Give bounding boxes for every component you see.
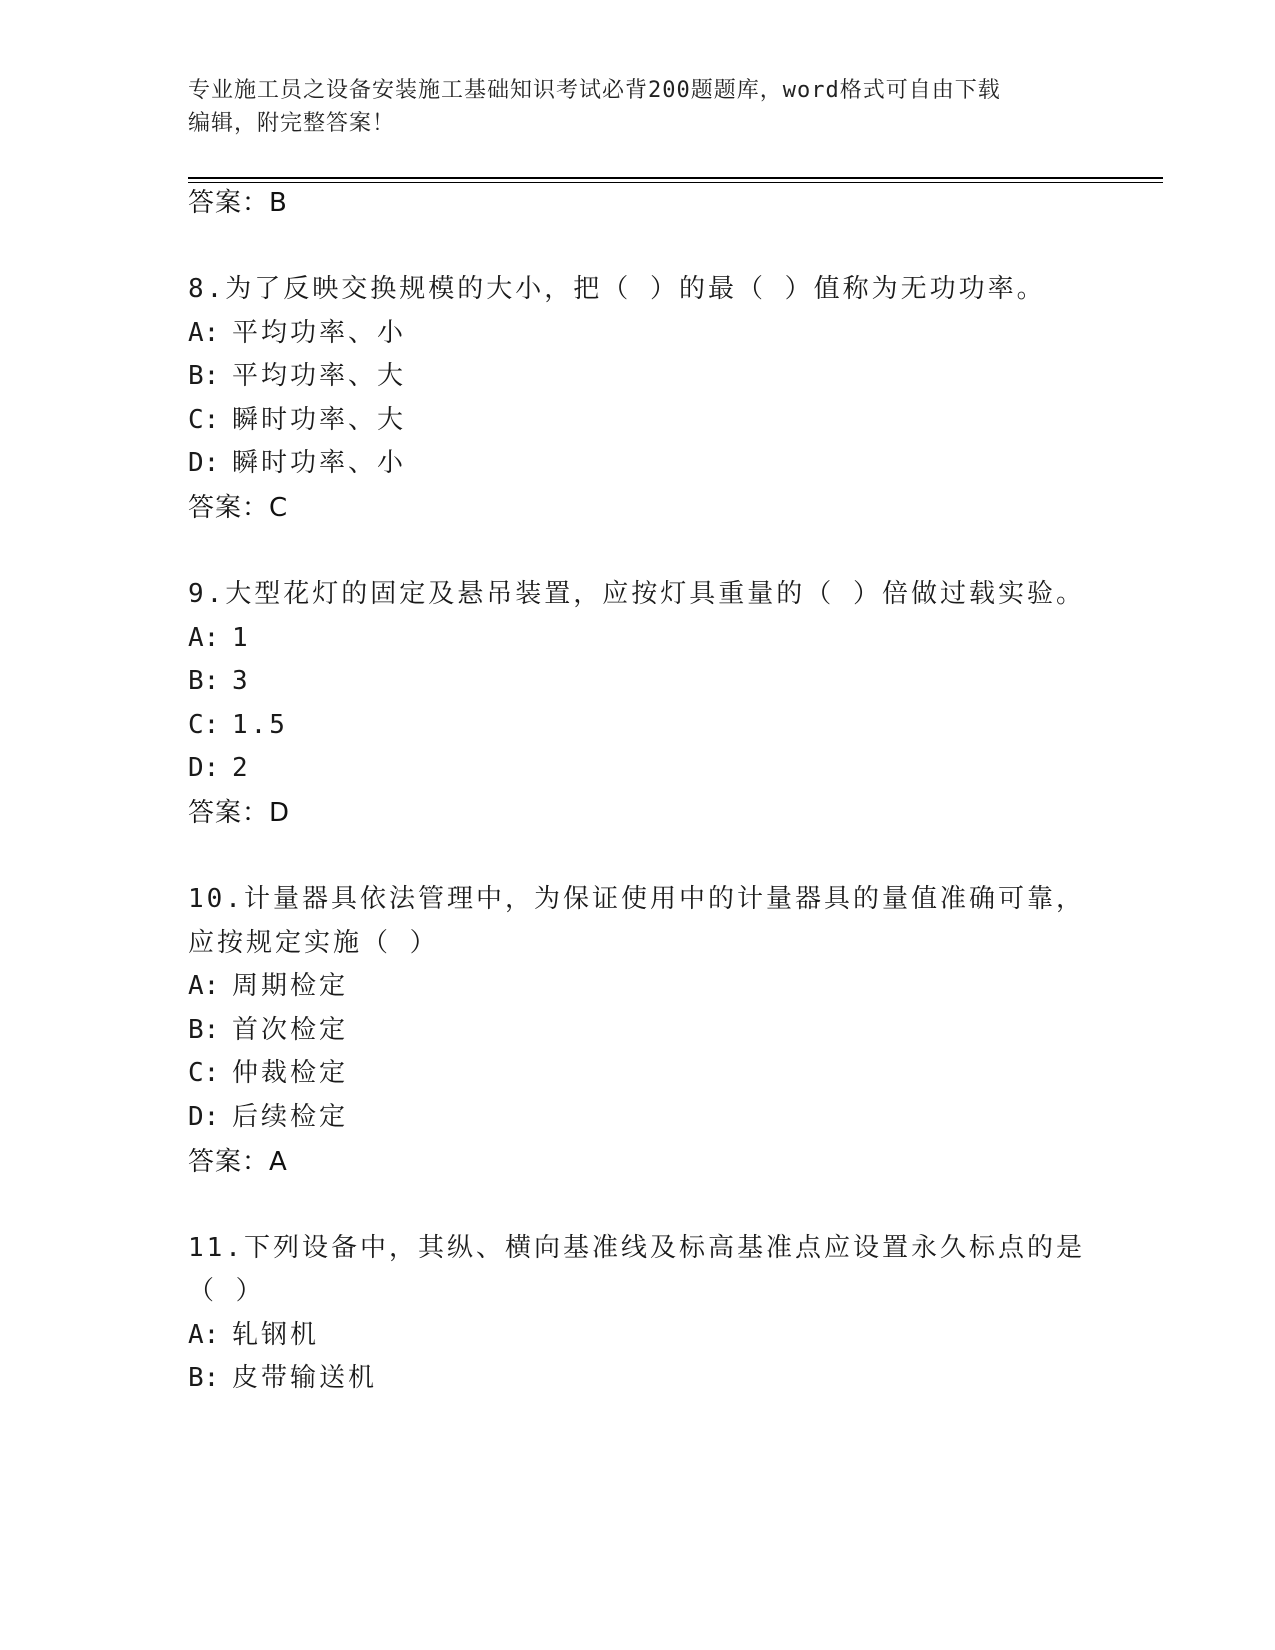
option-label: D: (188, 448, 220, 478)
option-label: B: (188, 1015, 220, 1045)
question-10-option-c (188, 1056, 348, 1090)
question-11-option-b (188, 1361, 377, 1395)
question-8-stem: 8.为了反映交换规模的大小，把（ ）的最（ ）值称为无功功率。 (188, 274, 1046, 304)
question-9-option-b (188, 664, 251, 698)
answer-q8: 答案：C (188, 493, 289, 523)
option-label: B: (188, 1363, 220, 1393)
option-text: 1 (232, 623, 251, 653)
option-label: B: (188, 361, 220, 391)
answer-q7: 答案：B (188, 188, 288, 218)
answer-q10: 答案：A (188, 1147, 288, 1177)
header-divider-thick (188, 177, 1163, 179)
option-label: C: (188, 405, 220, 435)
option-text: 平均功率、大 (232, 361, 407, 391)
question-11-option-a (188, 1318, 319, 1352)
question-11-stem-line-1: 11.下列设备中，其纵、横向基准线及标高基准点应设置永久标点的是 (188, 1233, 1085, 1263)
question-9-option-a (188, 621, 251, 655)
question-10-option-a (188, 969, 348, 1003)
option-text: 2 (232, 753, 251, 783)
question-10-stem-line-1: 10.计量器具依法管理中，为保证使用中的计量器具的量值准确可靠， (188, 884, 1085, 914)
header-line-1: 专业施工员之设备安装施工基础知识考试必背200题题库，word格式可自由下载 (188, 78, 1001, 103)
document-header (188, 74, 1068, 140)
option-text: 仲裁检定 (232, 1058, 349, 1088)
option-text: 轧钢机 (232, 1320, 320, 1350)
option-text: 3 (232, 666, 251, 696)
question-10-option-d (188, 1100, 348, 1134)
option-text: 1.5 (232, 710, 288, 740)
question-10-stem-line-2: 应按规定实施（ ） (188, 928, 439, 958)
question-8-option-c (188, 403, 406, 437)
question-9-option-c (188, 708, 288, 742)
option-label: D: (188, 753, 220, 783)
question-9-stem: 9.大型花灯的固定及悬吊装置，应按灯具重量的（ ）倍做过载实验。 (188, 579, 1085, 609)
header-divider-thin (188, 182, 1163, 183)
option-label: A: (188, 971, 220, 1001)
question-8-option-d (188, 446, 406, 480)
option-text: 平均功率、小 (232, 318, 407, 348)
question-9-option-d (188, 751, 251, 785)
question-11-stem-line-2: （ ） (188, 1276, 265, 1306)
option-text: 瞬时功率、大 (232, 405, 407, 435)
question-10-option-b (188, 1013, 348, 1047)
option-label: C: (188, 710, 220, 740)
answer-q9: 答案：D (188, 798, 291, 828)
option-text: 瞬时功率、小 (232, 448, 407, 478)
question-8-option-a (188, 316, 406, 350)
option-label: D: (188, 1102, 220, 1132)
question-8-option-b (188, 359, 406, 393)
option-label: B: (188, 666, 220, 696)
option-label: A: (188, 1320, 220, 1350)
option-text: 首次检定 (232, 1015, 349, 1045)
option-label: A: (188, 623, 220, 653)
header-line-2: 编辑，附完整答案！ (188, 111, 396, 136)
option-text: 后续检定 (232, 1102, 349, 1132)
option-label: A: (188, 318, 220, 348)
option-text: 周期检定 (232, 971, 349, 1001)
option-label: C: (188, 1058, 220, 1088)
option-text: 皮带输送机 (232, 1363, 378, 1393)
